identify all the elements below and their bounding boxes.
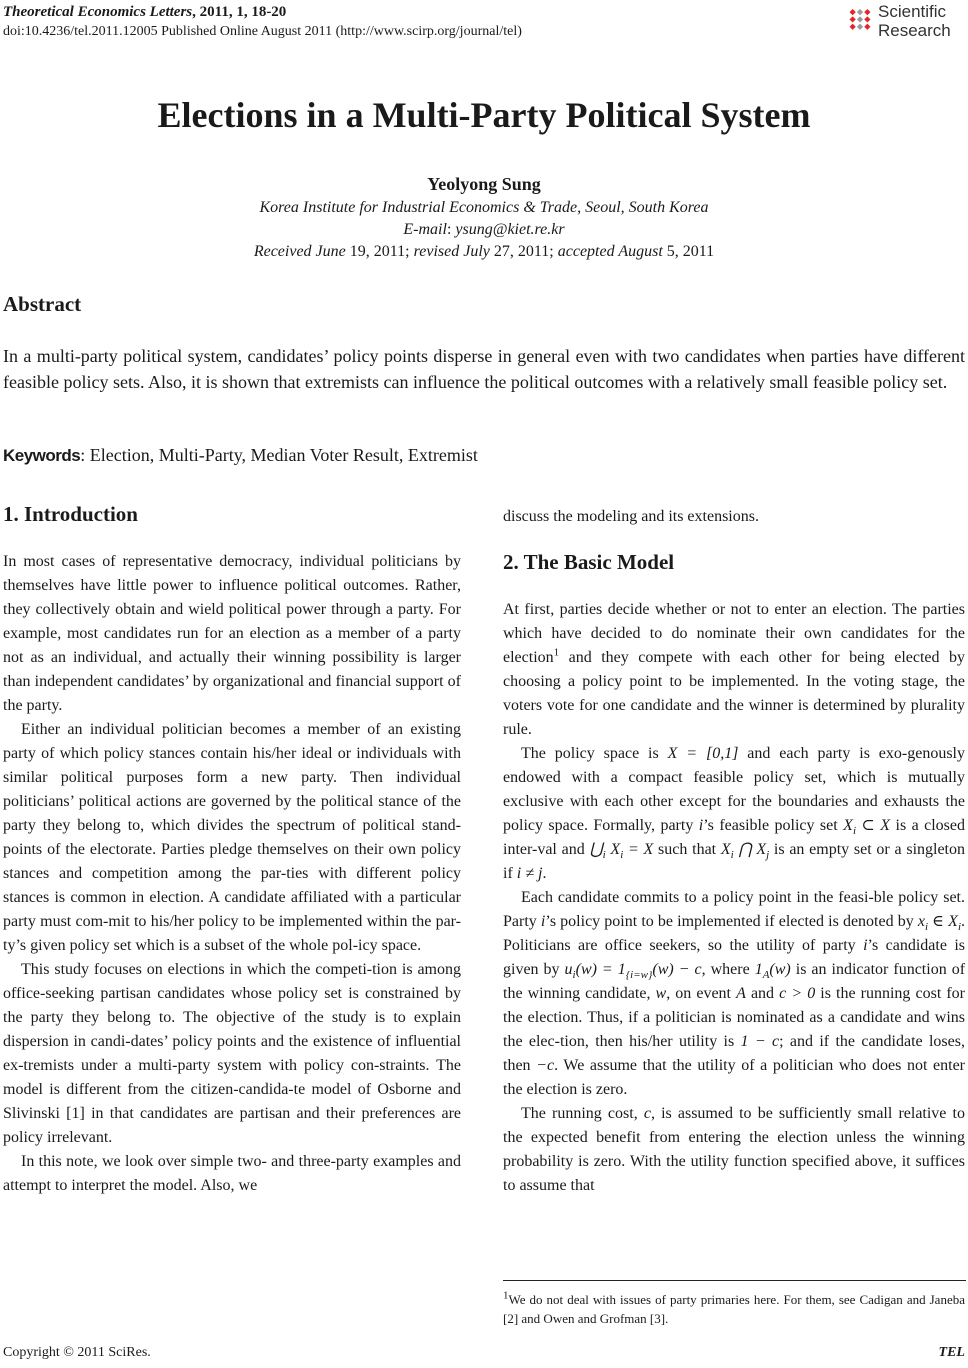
keywords-list: : Election, Multi-Party, Median Voter Result, Extremist <box>80 445 478 465</box>
copyright-line: Copyright © 2011 SciRes. <box>3 1345 151 1360</box>
journal-citation <box>3 3 286 22</box>
logo-square <box>864 16 870 22</box>
model-paragraph-1: At first, parties decide whether or not to enter an election. The parties which have decided to do nominate their own candidates for the election$^1$ and they compete with each other for being elected by choosing a policy point to be implemented. In the voting stage, the voters vote for one candidate and the winner is determined by plurality rule. <box>503 601 965 738</box>
abstract-text: In a multi-party political system, candidates’ policy points disperse in general even with two candidates when parties have different feasible policy sets. Also, it is shown that extremists can influence the political outcomes with a relatively small feasible policy set. <box>3 346 965 392</box>
logo-square <box>850 24 856 30</box>
accepted-label: accepted August <box>557 243 663 260</box>
publication-dates <box>0 243 968 261</box>
intro-paragraph-1: In most cases of representative democracy, individual politicians by themselves have little power to influence political outcomes. Rather, they collectively obtain and wield political power through a party. For example, most candidates run for an election as a member of a party not as an individual, and actually their winning possibility is larger than independent candidates’ by organizational and financial support of the party. <box>3 553 461 714</box>
logo-square <box>857 24 863 30</box>
paper-title: Elections in a Multi-Party Political System <box>157 95 811 135</box>
logo-square <box>857 9 863 15</box>
logo-square <box>864 9 870 15</box>
journal-name: Theoretical Economics Letters <box>3 4 193 20</box>
model-paragraph-3: Each candidate commits to a policy point in the feasi-ble policy set. Party i’s policy point to be implemented if elected is denoted by $x_i$ ∈ $X_i$. Politicians are office seekers, so the utility of party i’s candidate is given by $u_i(w) = 1_{\{i=w\}}(w) - c$, where $1_A(w)$ is an indicator function of the winning candidate, w, on event A and c > 0 is the running cost for the election. Thus, if a politician is nominated as a candidate and wins the elec-tion, then his/her utility is 1 − c; and if the candidate loses, then −c. We assume that the utility of a politician who does not enter the election is zero. <box>503 889 966 1098</box>
logo-square <box>850 9 856 15</box>
logo-square <box>850 16 856 22</box>
footnote-divider <box>503 1280 966 1281</box>
logo-word-research: Research <box>878 21 951 40</box>
accepted-value: 5, 2011 <box>662 243 715 260</box>
logo-square <box>864 24 870 30</box>
logo-square <box>857 16 863 22</box>
author-email: E-mail: ysung@kiet.re.kr <box>403 221 565 238</box>
intro-continuation: discuss the modeling and its extensions. <box>503 508 759 525</box>
keywords-label: Keywords <box>3 446 81 465</box>
footnote-text: We do not deal with issues of party primaries here. For them, see Cadigan and Janeba [2] and Owen and Grofman [3]. <box>503 1292 965 1326</box>
section-heading-basic-model: 2. The Basic Model <box>503 550 675 574</box>
revised-label: revised July <box>413 243 490 260</box>
journal-volume: , 2011, 1, 18-20 <box>192 4 287 20</box>
author-affiliation: Korea Institute for Industrial Economics & Trade, Seoul, South Korea <box>259 199 709 216</box>
intro-paragraph-4: In this note, we look over simple two- and three-party examples and attempt to interpret the model. Also, we <box>3 1153 461 1194</box>
footnote-number: 1 <box>503 1289 509 1302</box>
journal-abbreviation: TEL <box>938 1345 965 1360</box>
logo-mark-icon <box>846 6 874 34</box>
left-column <box>3 550 461 1198</box>
publisher-logo <box>846 2 968 42</box>
section-heading-introduction: 1. Introduction <box>3 502 138 526</box>
received-label: Received June <box>253 243 346 260</box>
logo-word-scientific: Scientific <box>878 2 947 21</box>
model-paragraph-4: The running cost, c, is assumed to be sufficiently small relative to the expected benefit from entering the election unless the winning probability is zero. With the utility function specified above, it suffices to assume that <box>503 1105 965 1194</box>
intro-paragraph-3: This study focuses on elections in which the competi-tion is among office-seeking partisan candidates whose policy set is constrained by the party they belong to. The objective of the study is to explain dispersion in candi-dates’ policy points and the existence of influential ex-tremists under a multi-party system with policy con-straints. The model is different from the citizen-candida-te model of Osborne and Slivinski [1] in that candidates are partisan and their preferences are policy irrelevant. <box>3 961 461 1146</box>
right-column <box>503 598 965 1198</box>
email-label: E-mail <box>403 221 447 238</box>
keywords-line <box>3 445 478 466</box>
email-address[interactable]: ysung@kiet.re.kr <box>455 221 565 238</box>
footnote-1 <box>503 1290 965 1328</box>
revised-value: 27, 2011; <box>489 243 558 260</box>
doi-line: doi:10.4236/tel.2011.12005 Published Online August 2011 (http://www.scirp.org/journal/tel) <box>3 24 522 39</box>
abstract-heading: Abstract <box>3 292 82 316</box>
intro-paragraph-2: Either an individual politician becomes a member of an existing party of which policy stances contain his/her ideal or individuals with similar political purposes form a new party. Then individual politicians’ political actions are governed by the political stance of the party they belong to, which divides the spectrum of political stand-points of the electorate. Parties pledge themselves on their own policy stances and competition among the par-ties with different policy stances is common in election. A candidate affiliated with a particular party must com-mit to his/her policy to be implemented within the par-ty’s given policy set which is a subset of the whole pol-icy space. <box>3 721 461 954</box>
model-paragraph-2: The policy space is X = [0,1] and each party is exo-genously endowed with a compact feasible policy set, which is mutually exclusive with each other except for the boundaries and exhausts the policy space. Formally, party i’s feasible policy set $X_i$ ⊂ X is a closed inter-val and $⋃_i$ $X_i = X$ such that $X_i$ ⋂ $X_j$ is an empty set or a singleton if i ≠ j. <box>503 745 966 882</box>
author-name: Yeolyong Sung <box>427 174 541 194</box>
footnote-marker[interactable]: 1 <box>553 646 560 659</box>
received-value: 19, 2011; <box>345 243 414 260</box>
